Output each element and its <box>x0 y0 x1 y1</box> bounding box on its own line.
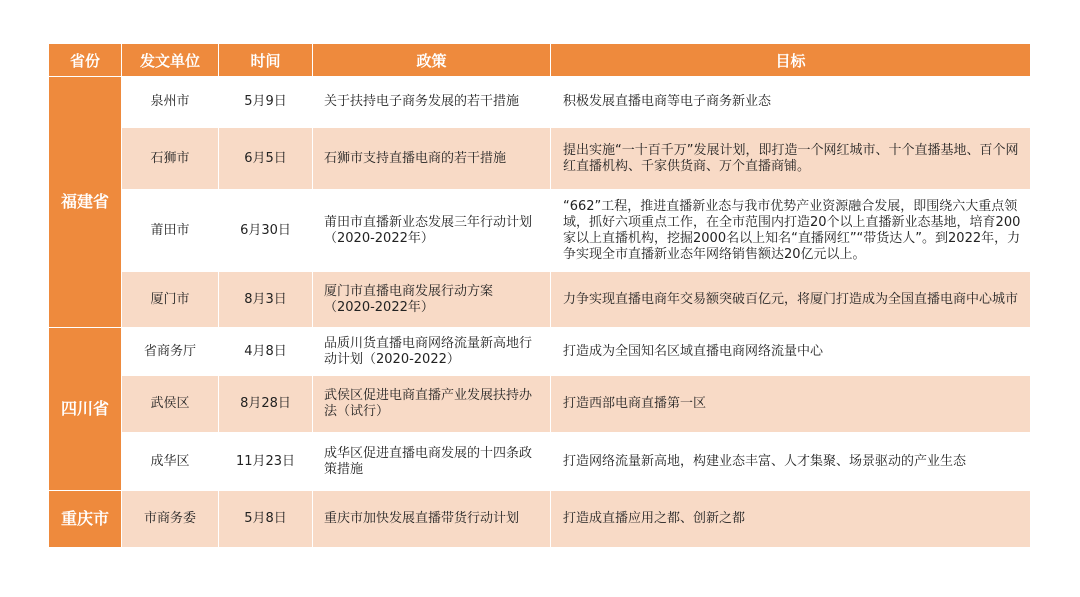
table-row <box>49 491 1031 548</box>
policy-cell: 关于扶持电子商务发展的若干措施 <box>313 77 551 128</box>
table-row <box>49 328 1031 376</box>
header-goal: 目标 <box>551 44 1031 77</box>
goal-cell: 力争实现直播电商年交易额突破百亿元，将厦门打造成为全国直播电商中心城市 <box>551 272 1031 328</box>
province-cell: 重庆市 <box>49 491 122 548</box>
table-row <box>49 433 1031 491</box>
table-row <box>49 128 1031 190</box>
header-province: 省份 <box>49 44 122 77</box>
issuer-cell: 市商务委 <box>122 491 219 548</box>
date-cell: 11月23日 <box>219 433 313 491</box>
date-cell: 6月30日 <box>219 190 313 272</box>
policy-table <box>48 43 1031 548</box>
goal-cell: 积极发展直播电商等电子商务新业态 <box>551 77 1031 128</box>
table-row <box>49 77 1031 128</box>
issuer-cell: 厦门市 <box>122 272 219 328</box>
table-row <box>49 376 1031 433</box>
issuer-cell: 莆田市 <box>122 190 219 272</box>
goal-cell: 打造西部电商直播第一区 <box>551 376 1031 433</box>
goal-cell: 提出实施“一十百千万”发展计划，即打造一个网红城市、十个直播基地、百个网红直播机构、千家供货商、万个直播商铺。 <box>551 128 1031 190</box>
date-cell: 5月9日 <box>219 77 313 128</box>
policy-cell: 成华区促进直播电商发展的十四条政策措施 <box>313 433 551 491</box>
header-date: 时间 <box>219 44 313 77</box>
date-cell: 6月5日 <box>219 128 313 190</box>
policy-cell: 石狮市支持直播电商的若干措施 <box>313 128 551 190</box>
header-issuer: 发文单位 <box>122 44 219 77</box>
issuer-cell: 泉州市 <box>122 77 219 128</box>
date-cell: 4月8日 <box>219 328 313 376</box>
policy-cell: 厦门市直播电商发展行动方案（2020-2022年） <box>313 272 551 328</box>
goal-cell: 打造网络流量新高地，构建业态丰富、人才集聚、场景驱动的产业生态 <box>551 433 1031 491</box>
policy-cell: 武侯区促进电商直播产业发展扶持办法（试行） <box>313 376 551 433</box>
issuer-cell: 省商务厅 <box>122 328 219 376</box>
table-header-row <box>49 44 1031 77</box>
goal-cell: “662”工程，推进直播新业态与我市优势产业资源融合发展，即围绕六大重点领域，抓好六项重点工作，在全市范围内打造20个以上直播新业态基地，培育200家以上直播机构，挖掘2000名以上知名“直播网红”“带货达人”。到2022年，力争实现全市直播新业态年网络销售额达20亿元以上。 <box>551 190 1031 272</box>
issuer-cell: 石狮市 <box>122 128 219 190</box>
table-row <box>49 272 1031 328</box>
issuer-cell: 武侯区 <box>122 376 219 433</box>
table-row <box>49 190 1031 272</box>
date-cell: 5月8日 <box>219 491 313 548</box>
policy-cell: 品质川货直播电商网络流量新高地行动计划（2020-2022） <box>313 328 551 376</box>
date-cell: 8月3日 <box>219 272 313 328</box>
policy-cell: 重庆市加快发展直播带货行动计划 <box>313 491 551 548</box>
policy-cell: 莆田市直播新业态发展三年行动计划（2020-2022年） <box>313 190 551 272</box>
province-cell: 四川省 <box>49 328 122 491</box>
goal-cell: 打造成为全国知名区域直播电商网络流量中心 <box>551 328 1031 376</box>
goal-cell: 打造成直播应用之都、创新之都 <box>551 491 1031 548</box>
header-policy: 政策 <box>313 44 551 77</box>
issuer-cell: 成华区 <box>122 433 219 491</box>
province-cell: 福建省 <box>49 77 122 328</box>
date-cell: 8月28日 <box>219 376 313 433</box>
